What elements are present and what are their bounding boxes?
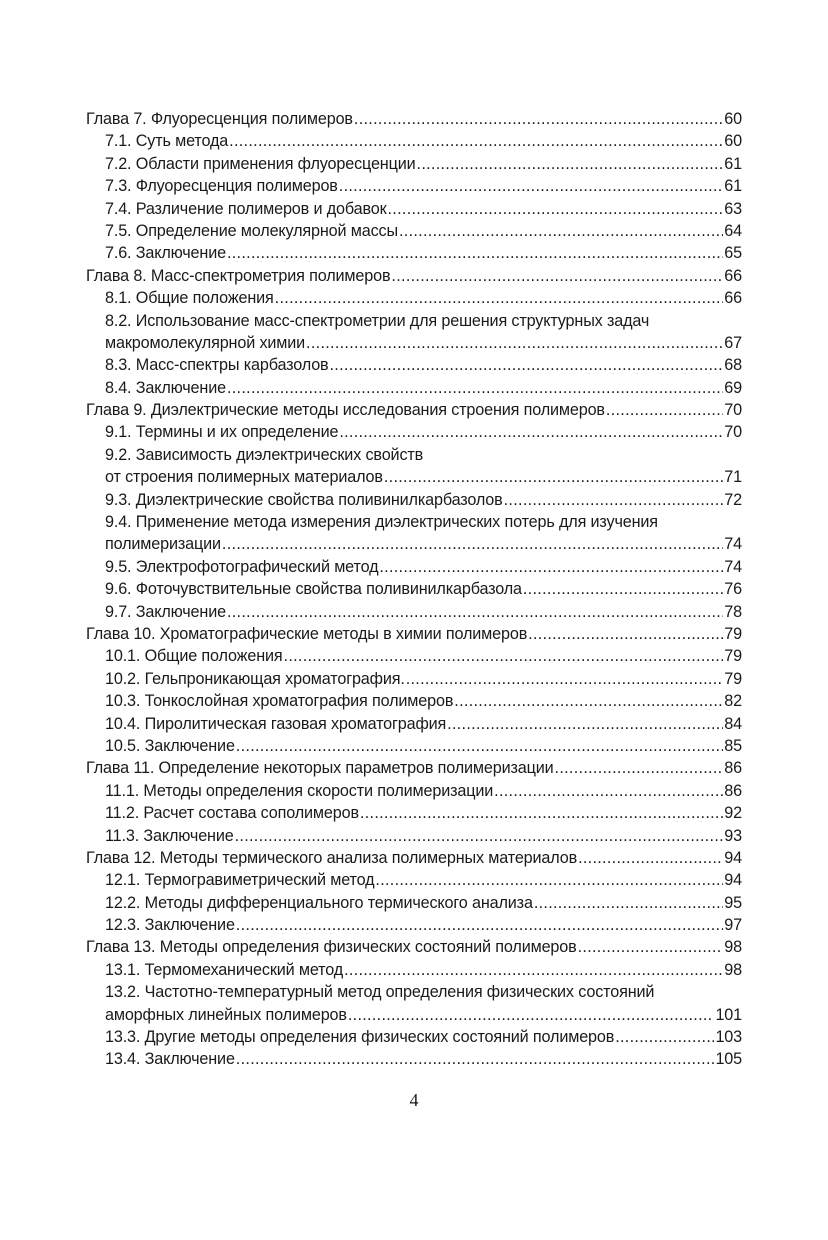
toc-entry-page: 85 xyxy=(724,736,742,755)
dot-leader xyxy=(339,421,723,443)
toc-entry-title: 11.2. Расчет состава сополимеров xyxy=(105,804,359,823)
toc-section-entry xyxy=(86,511,742,533)
toc-chapter-entry xyxy=(86,265,742,287)
toc-entry-title: 11.1. Методы определения скорости полимеризации xyxy=(105,781,494,800)
toc-entry-title: 12.1. Термогравиметрический метод xyxy=(105,871,375,890)
toc-entry-title: 9.3. Диэлектрические свойства поливинилкарбазолов xyxy=(105,490,503,509)
dot-leader xyxy=(447,713,723,735)
dot-leader xyxy=(504,489,724,511)
toc-entry-page: 76 xyxy=(724,580,742,599)
toc-entry-title: Глава 8. Масс-спектрометрия полимеров xyxy=(86,266,391,285)
toc-entry-title: 10.3. Тонкослойная хроматография полимеров xyxy=(105,692,454,711)
toc-entry-page: 79 xyxy=(724,669,742,688)
toc-entry-page: 67 xyxy=(724,333,742,352)
dot-leader xyxy=(236,735,723,757)
dot-leader xyxy=(348,1004,715,1026)
toc-entry-page: 82 xyxy=(724,692,742,711)
toc-entry-page: 103 xyxy=(715,1028,742,1047)
toc-entry-title: 10.5. Заключение xyxy=(105,736,235,755)
toc-chapter-entry xyxy=(86,108,742,130)
toc-entry-page: 70 xyxy=(724,423,742,442)
table-of-contents xyxy=(86,108,742,1071)
dot-leader xyxy=(227,377,723,399)
toc-entry-page: 79 xyxy=(724,647,742,666)
toc-entry-title: 7.3. Флуоресценция полимеров xyxy=(105,177,338,196)
toc-entry-page: 72 xyxy=(724,490,742,509)
toc-continuation-line xyxy=(86,466,742,488)
dot-leader xyxy=(391,265,723,287)
toc-section-entry xyxy=(86,175,742,197)
toc-entry-title: Глава 12. Методы термического анализа полимерных материалов xyxy=(86,848,578,867)
toc-entry-title: 13.2. Частотно-температурный метод определения физических состояний xyxy=(105,983,655,1002)
toc-entry-page: 63 xyxy=(724,199,742,218)
dot-leader xyxy=(306,332,723,354)
toc-section-entry xyxy=(86,802,742,824)
toc-section-entry xyxy=(86,489,742,511)
dot-leader xyxy=(236,1048,715,1070)
toc-continuation-line xyxy=(86,533,742,555)
dot-leader xyxy=(330,354,724,376)
toc-section-entry xyxy=(86,287,742,309)
toc-entry-title: 7.6. Заключение xyxy=(105,244,226,263)
toc-entry-page: 68 xyxy=(724,356,742,375)
toc-entry-title: 9.5. Электрофотографический метод xyxy=(105,557,379,576)
toc-entry-title: 13.3. Другие методы определения физических состояний полимеров xyxy=(105,1028,615,1047)
toc-entry-page: 92 xyxy=(724,804,742,823)
toc-entry-title: 7.4. Различение полимеров и добавок xyxy=(105,199,387,218)
toc-entry-page: 60 xyxy=(724,110,742,128)
toc-entry-title: Глава 11. Определение некоторых параметров полимеризации xyxy=(86,759,554,778)
toc-entry-page: 98 xyxy=(724,938,742,957)
toc-continuation-line xyxy=(86,332,742,354)
toc-entry-title: Глава 9. Диэлектрические методы исследования строения полимеров xyxy=(86,401,605,420)
toc-entry-page: 65 xyxy=(724,244,742,263)
dot-leader xyxy=(417,153,724,175)
toc-entry-page: 86 xyxy=(724,759,742,778)
toc-section-entry xyxy=(86,959,742,981)
dot-leader xyxy=(227,601,723,623)
toc-entry-page: 94 xyxy=(724,871,742,890)
dot-leader xyxy=(354,108,723,130)
toc-entry-title: аморфных линейных полимеров xyxy=(105,1005,347,1024)
toc-section-entry xyxy=(86,130,742,152)
dot-leader xyxy=(360,802,723,824)
dot-leader xyxy=(344,959,723,981)
toc-section-entry xyxy=(86,668,742,690)
toc-section-entry xyxy=(86,914,742,936)
toc-entry-title: от строения полимерных материалов xyxy=(105,468,383,487)
toc-section-entry xyxy=(86,310,742,332)
toc-entry-title: 8.4. Заключение xyxy=(105,378,226,397)
toc-entry-page: 79 xyxy=(724,624,742,643)
toc-continuation-line xyxy=(86,1004,742,1026)
toc-entry-page: 64 xyxy=(724,221,742,240)
dot-leader xyxy=(275,287,724,309)
dot-leader xyxy=(534,892,723,914)
dot-leader xyxy=(339,175,724,197)
toc-entry-title: полимеризации xyxy=(105,535,221,554)
dot-leader xyxy=(528,623,723,645)
toc-entry-page: 98 xyxy=(724,960,742,979)
toc-entry-title: 9.1. Термины и их определение xyxy=(105,423,339,442)
dot-leader xyxy=(399,220,723,242)
toc-section-entry xyxy=(86,780,742,802)
toc-entry-title: 12.3. Заключение xyxy=(105,916,235,935)
toc-section-entry xyxy=(86,421,742,443)
dot-leader xyxy=(494,780,723,802)
toc-entry-title: 10.2. Гельпроникающая хроматография. xyxy=(105,669,405,688)
toc-entry-page: 94 xyxy=(724,848,742,867)
toc-entry-title: 11.3. Заключение xyxy=(105,826,234,845)
toc-section-entry xyxy=(86,377,742,399)
toc-entry-page: 86 xyxy=(724,781,742,800)
toc-section-entry xyxy=(86,198,742,220)
dot-leader xyxy=(555,757,724,779)
dot-leader xyxy=(606,399,723,421)
toc-entry-title: макромолекулярной химии xyxy=(105,333,306,352)
toc-chapter-entry xyxy=(86,757,742,779)
dot-leader xyxy=(227,242,723,264)
toc-entry-page: 105 xyxy=(715,1050,742,1069)
toc-section-entry xyxy=(86,601,742,623)
dot-leader xyxy=(384,466,723,488)
toc-section-entry xyxy=(86,690,742,712)
dot-leader xyxy=(284,645,724,667)
toc-entry-page: 78 xyxy=(724,602,742,621)
dot-leader xyxy=(578,936,724,958)
toc-section-entry xyxy=(86,578,742,600)
toc-entry-title: 8.2. Использование масс-спектрометрии для решения структурных задач xyxy=(105,311,650,330)
toc-entry-title: 9.6. Фоточувствительные свойства поливинилкарбазола xyxy=(105,580,522,599)
toc-section-entry xyxy=(86,444,742,466)
toc-section-entry xyxy=(86,892,742,914)
toc-entry-page: 71 xyxy=(724,468,742,487)
toc-chapter-entry xyxy=(86,399,742,421)
toc-entry-title: Глава 10. Хроматографические методы в химии полимеров xyxy=(86,624,528,643)
dot-leader xyxy=(235,825,724,847)
toc-entry-page: 74 xyxy=(724,535,742,554)
toc-entry-title: 13.1. Термомеханический метод xyxy=(105,960,344,979)
toc-entry-title: 7.2. Области применения флуоресценции xyxy=(105,154,416,173)
toc-section-entry xyxy=(86,354,742,376)
dot-leader xyxy=(615,1026,714,1048)
toc-entry-page: 61 xyxy=(724,154,742,173)
toc-section-entry xyxy=(86,242,742,264)
dot-leader xyxy=(454,690,723,712)
toc-section-entry xyxy=(86,153,742,175)
toc-entry-page: 61 xyxy=(724,177,742,196)
toc-section-entry xyxy=(86,1048,742,1070)
toc-entry-page: 60 xyxy=(724,132,742,151)
toc-section-entry xyxy=(86,735,742,757)
toc-entry-page: 101 xyxy=(715,1005,742,1024)
toc-entry-title: Глава 13. Методы определения физических состояний полимеров xyxy=(86,938,577,957)
toc-entry-title: 13.4. Заключение xyxy=(105,1050,235,1069)
toc-entry-page: 69 xyxy=(724,378,742,397)
toc-chapter-entry xyxy=(86,936,742,958)
toc-entry-title: 7.5. Определение молекулярной массы xyxy=(105,221,398,240)
toc-entry-page: 74 xyxy=(724,557,742,576)
dot-leader xyxy=(379,556,723,578)
toc-section-entry xyxy=(86,220,742,242)
toc-chapter-entry xyxy=(86,847,742,869)
toc-entry-title: 7.1. Суть метода xyxy=(105,132,229,151)
toc-section-entry xyxy=(86,713,742,735)
toc-section-entry xyxy=(86,645,742,667)
toc-entry-title: Глава 7. Флуоресценция полимеров xyxy=(86,110,353,128)
toc-section-entry xyxy=(86,825,742,847)
toc-entry-title: 9.7. Заключение xyxy=(105,602,226,621)
toc-entry-title: 10.4. Пиролитическая газовая хроматография xyxy=(105,714,447,733)
toc-entry-page: 95 xyxy=(724,893,742,912)
toc-entry-page: 70 xyxy=(724,401,742,420)
dot-leader xyxy=(406,668,724,690)
toc-entry-title: 9.4. Применение метода измерения диэлектрических потерь для изучения xyxy=(105,513,658,532)
dot-leader xyxy=(578,847,723,869)
toc-entry-page: 93 xyxy=(724,826,742,845)
toc-entry-title: 8.3. Масс-спектры карбазолов xyxy=(105,356,329,375)
dot-leader xyxy=(236,914,723,936)
dot-leader xyxy=(523,578,723,600)
toc-entry-title: 12.2. Методы дифференциального термического анализа xyxy=(105,893,533,912)
dot-leader xyxy=(222,533,723,555)
toc-entry-page: 84 xyxy=(724,714,742,733)
dot-leader xyxy=(229,130,723,152)
toc-section-entry xyxy=(86,556,742,578)
toc-section-entry xyxy=(86,981,742,1003)
toc-entry-title: 10.1. Общие положения xyxy=(105,647,283,666)
dot-leader xyxy=(375,869,723,891)
toc-entry-page: 97 xyxy=(724,916,742,935)
toc-chapter-entry xyxy=(86,623,742,645)
toc-entry-title: 9.2. Зависимость диэлектрических свойств xyxy=(105,445,424,464)
page-number: 4 xyxy=(409,1090,419,1110)
toc-entry-page: 66 xyxy=(724,289,742,308)
dot-leader xyxy=(388,198,724,220)
toc-entry-page: 66 xyxy=(724,266,742,285)
toc-section-entry xyxy=(86,869,742,891)
toc-section-entry xyxy=(86,1026,742,1048)
toc-entry-title: 8.1. Общие положения xyxy=(105,289,274,308)
